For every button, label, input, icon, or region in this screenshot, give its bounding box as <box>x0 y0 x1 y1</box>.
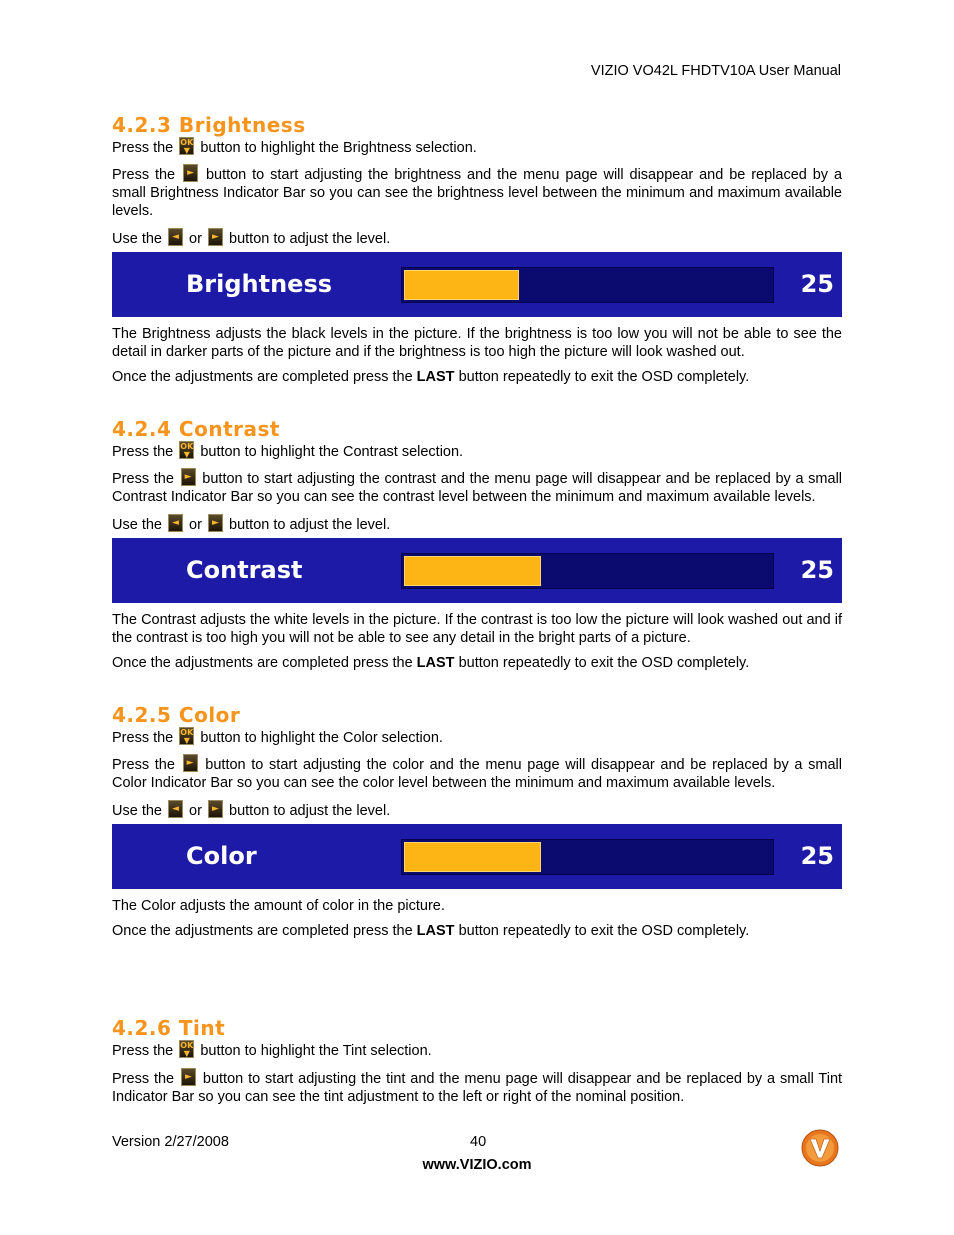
right-arrow-button-icon: ► <box>181 468 196 486</box>
osd-level-track <box>401 267 774 303</box>
contrast-adjust-instruction: Use the ◄ or ► button to adjust the level. <box>112 514 842 534</box>
brightness-osd-bar <box>112 252 842 317</box>
color-highlight-instruction: Press the OK ▼ button to highlight the Color selection. <box>112 728 443 746</box>
right-arrow-button-icon: ► <box>208 800 223 818</box>
osd-level-fill <box>404 556 541 586</box>
left-arrow-button-icon: ◄ <box>168 514 183 532</box>
contrast-osd-bar <box>112 538 842 603</box>
ok-button-icon: OK ▼ <box>180 442 194 459</box>
color-start-instruction: Press the ► button to start adjusting the color and the menu page will disappear and be replaced by a small Color Indicator Bar so you can see the color level between the minimum and maximum available levels. <box>112 754 842 792</box>
page-number: 40 <box>470 1134 487 1150</box>
footer-version: Version 2/27/2008 <box>112 1134 229 1150</box>
color-osd-bar <box>112 824 842 889</box>
document-header-title: VIZIO VO42L FHDTV10A User Manual <box>590 63 841 79</box>
right-arrow-button-icon: ► <box>181 1068 196 1086</box>
osd-level-fill <box>404 842 541 872</box>
color-heading: 4.2.5 Color <box>112 703 241 727</box>
tint-heading: 4.2.6 Tint <box>112 1016 226 1040</box>
ok-button-icon: OK ▼ <box>180 1041 194 1058</box>
ok-button-icon: OK ▼ <box>180 138 194 155</box>
contrast-description: The Contrast adjusts the white levels in the picture. If the contrast is too low the picture will look washed out and if the contrast is too high you will not be able to see any detail in the bright parts of a picture. <box>112 612 842 646</box>
section-tint <box>112 1016 842 1106</box>
color-adjust-instruction: Use the ◄ or ► button to adjust the level. <box>112 800 842 820</box>
section-contrast <box>112 417 842 672</box>
right-arrow-button-icon: ► <box>208 514 223 532</box>
osd-value: 25 <box>800 556 834 584</box>
right-arrow-button-icon: ► <box>183 164 198 182</box>
osd-value: 25 <box>800 270 834 298</box>
contrast-highlight-instruction: Press the OK ▼ button to highlight the Contrast selection. <box>112 442 464 460</box>
left-arrow-button-icon: ◄ <box>168 800 183 818</box>
section-color <box>112 703 842 940</box>
footer-url: www.VIZIO.com <box>422 1157 532 1173</box>
color-description: The Color adjusts the amount of color in the picture. <box>112 898 445 914</box>
right-arrow-button-icon: ► <box>208 228 223 246</box>
osd-value: 25 <box>800 842 834 870</box>
osd-label: Contrast <box>186 556 303 584</box>
brightness-heading: 4.2.3 Brightness <box>112 113 306 137</box>
osd-level-track <box>401 553 774 589</box>
osd-label: Color <box>186 842 257 870</box>
tint-start-instruction: Press the ► button to start adjusting the tint and the menu page will disappear and be replaced by a small Tint Indicator Bar so you can see the tint adjustment to the left or right of the nominal position. <box>112 1068 842 1106</box>
section-brightness <box>112 113 842 386</box>
color-exit-instruction: Once the adjustments are completed press the LAST button repeatedly to exit the OSD completely. <box>112 923 750 939</box>
contrast-start-instruction: Press the ► button to start adjusting the contrast and the menu page will disappear and be replaced by a small Contrast Indicator Bar so you can see the contrast level between the minimum and maximum available levels. <box>112 468 842 506</box>
brightness-description: The Brightness adjusts the black levels in the picture. If the brightness is too low you will not be able to see the detail in darker parts of the picture and if the brightness is too high the picture will look washed out. <box>112 326 842 360</box>
brightness-start-instruction: Press the ► button to start adjusting the brightness and the menu page will disappear and be replaced by a small Brightness Indicator Bar so you can see the brightness level between the minimum and maximum available levels. <box>112 164 842 220</box>
osd-level-fill <box>404 270 519 300</box>
ok-button-icon: OK ▼ <box>180 728 194 745</box>
left-arrow-button-icon: ◄ <box>168 228 183 246</box>
osd-level-track <box>401 839 774 875</box>
contrast-heading: 4.2.4 Contrast <box>112 417 280 441</box>
brightness-highlight-instruction: Press the OK ▼ button to highlight the Brightness selection. <box>112 138 477 156</box>
brightness-adjust-instruction: Use the ◄ or ► button to adjust the level. <box>112 228 842 248</box>
tint-highlight-instruction: Press the OK ▼ button to highlight the Tint selection. <box>112 1041 432 1059</box>
right-arrow-button-icon: ► <box>183 754 198 772</box>
osd-label: Brightness <box>186 270 333 298</box>
contrast-exit-instruction: Once the adjustments are completed press the LAST button repeatedly to exit the OSD completely. <box>112 655 750 671</box>
vizio-logo-icon <box>801 1129 839 1167</box>
brightness-exit-instruction: Once the adjustments are completed press the LAST button repeatedly to exit the OSD completely. <box>112 369 750 385</box>
